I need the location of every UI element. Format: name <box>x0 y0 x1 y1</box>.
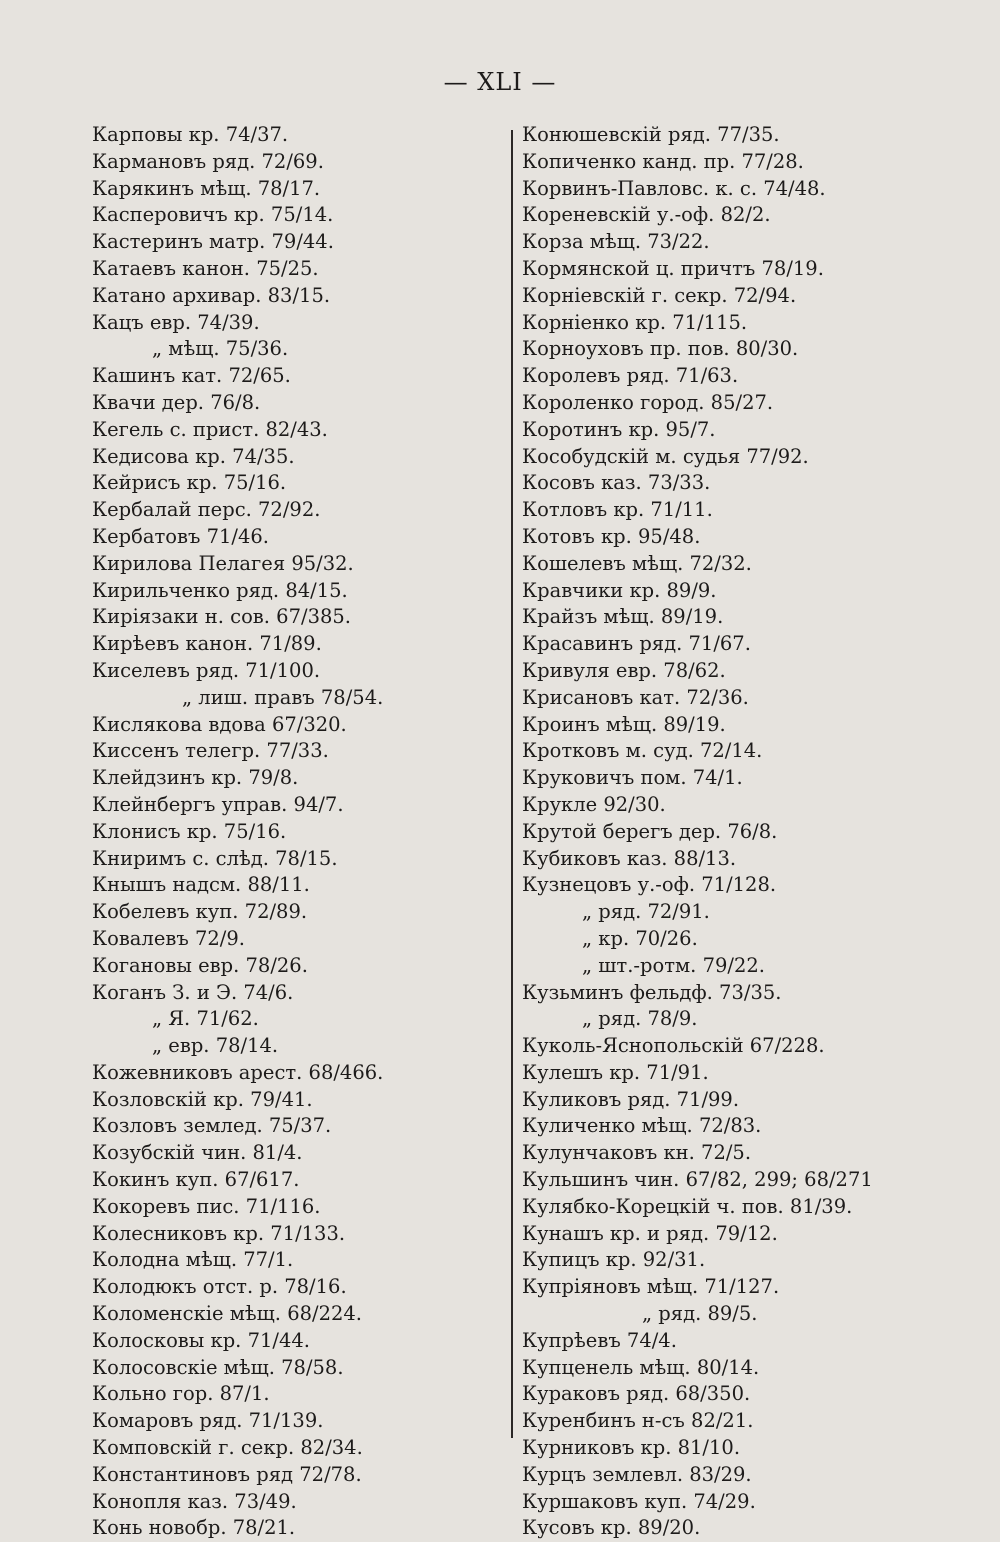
index-entry: Кулунчаковъ кн. 72/5. <box>522 1141 752 1165</box>
index-entry: Куршаковъ куп. 74/29. <box>522 1489 756 1513</box>
index-entry: „ Я. 71/62. <box>152 1007 259 1031</box>
index-entry: Королевъ ряд. 71/63. <box>522 364 739 388</box>
index-entry: Кураковъ ряд. 68/350. <box>522 1382 751 1406</box>
index-column-right <box>522 122 873 1542</box>
index-entry: Корвинъ-Павловс. к. с. 74/48. <box>522 176 826 200</box>
index-entry: Когановы евр. 78/26. <box>92 953 308 977</box>
index-entry: Кожевниковъ арест. 68/466. <box>92 1060 384 1084</box>
index-entry: Киріязаки н. сов. 67/385. <box>92 605 351 629</box>
index-entry: Комповскій г. секр. 82/34. <box>92 1436 363 1460</box>
index-entry: Кулешъ кр. 71/91. <box>522 1060 709 1084</box>
index-entry: Кузьминъ фельдф. 73/35. <box>522 980 782 1004</box>
index-entry: Кубиковъ каз. 88/13. <box>522 846 737 870</box>
index-entry: Кармановъ ряд. 72/69. <box>92 149 324 173</box>
index-entry: Купріяновъ мѣщ. 71/127. <box>522 1275 780 1299</box>
index-entry: Клонисъ кр. 75/16. <box>92 819 287 843</box>
index-entry: Ковалевъ 72/9. <box>92 926 245 950</box>
index-entry: Колесниковъ кр. 71/133. <box>92 1221 346 1245</box>
index-entry: Курниковъ кр. 81/10. <box>522 1436 741 1460</box>
index-entry: Кошелевъ мѣщ. 72/32. <box>522 551 752 575</box>
index-entry: Конопля каз. 73/49. <box>92 1489 297 1513</box>
column-divider <box>511 130 513 1438</box>
index-entry: Конь новобр. 78/21. <box>92 1516 296 1540</box>
index-entry: „ ряд. 78/9. <box>582 1007 698 1031</box>
index-entry: Кирѣевъ канон. 71/89. <box>92 632 322 656</box>
index-entry: Кольно гор. 87/1. <box>92 1382 270 1406</box>
index-entry: Кормянской ц. причтъ 78/19. <box>522 256 824 280</box>
index-entry: „ шт.-ротм. 79/22. <box>582 953 765 977</box>
index-entry: Кобелевъ куп. 72/89. <box>92 900 308 924</box>
index-entry: Книримъ с. слѣд. 78/15. <box>92 846 338 870</box>
index-entry: Копиченко канд. пр. 77/28. <box>522 149 804 173</box>
index-entry: Кедисова кр. 74/35. <box>92 444 295 468</box>
index-entry: Курцъ землевл. 83/29. <box>522 1462 752 1486</box>
index-entry: „ мѣщ. 75/36. <box>152 337 289 361</box>
index-entry: Кусовъ кр. 89/20. <box>522 1516 701 1540</box>
index-entry: Кротковъ м. суд. 72/14. <box>522 739 763 763</box>
index-entry: Кейрисъ кр. 75/16. <box>92 471 287 495</box>
index-entry: Короленко город. 85/27. <box>522 390 774 414</box>
index-entry: „ евр. 78/14. <box>152 1034 279 1058</box>
index-entry: Крукле 92/30. <box>522 792 666 816</box>
index-entry: Клейдзинъ кр. 79/8. <box>92 766 299 790</box>
index-entry: Купрѣевъ 74/4. <box>522 1328 677 1352</box>
index-entry: Купицъ кр. 92/31. <box>522 1248 706 1272</box>
index-entry: „ ряд. 72/91. <box>582 900 710 924</box>
index-entry: Квачи дер. 76/8. <box>92 390 261 414</box>
index-entry: Купценель мѣщ. 80/14. <box>522 1355 760 1379</box>
index-entry: Кулябко-Корецкій ч. пов. 81/39. <box>522 1194 853 1218</box>
index-entry: Кокоревъ пис. 71/116. <box>92 1194 321 1218</box>
index-entry: Касперовичъ кр. 75/14. <box>92 203 334 227</box>
index-entry: Кербатовъ 71/46. <box>92 524 269 548</box>
index-entry: Кравчики кр. 89/9. <box>522 578 717 602</box>
index-entry: Колосковы кр. 71/44. <box>92 1328 310 1352</box>
index-entry: Киселевъ ряд. 71/100. <box>92 658 321 682</box>
index-entry: Катано архивар. 83/15. <box>92 283 331 307</box>
index-entry: Коганъ З. и Э. 74/6. <box>92 980 294 1004</box>
index-entry: Корніевскій г. секр. 72/94. <box>522 283 797 307</box>
index-entry: „ кр. 70/26. <box>582 926 698 950</box>
index-entry: Крутой берегъ дер. 76/8. <box>522 819 778 843</box>
index-entry: Кокинъ куп. 67/617. <box>92 1168 300 1192</box>
index-entry: Круковичъ пом. 74/1. <box>522 766 743 790</box>
index-entry: Котловъ кр. 71/11. <box>522 498 713 522</box>
index-entry: Кирилова Пелагея 95/32. <box>92 551 354 575</box>
index-column-left <box>92 122 383 1542</box>
index-entry: Коротинъ кр. 95/7. <box>522 417 716 441</box>
index-entry: Киссенъ телегр. 77/33. <box>92 739 329 763</box>
index-entry: Куличенко мѣщ. 72/83. <box>522 1114 762 1138</box>
index-entry: Кульшинъ чин. 67/82, 299; 68/271 <box>522 1168 873 1192</box>
index-entry: Козубскій чин. 81/4. <box>92 1141 303 1165</box>
index-entry: Кособудскій м. судья 77/92. <box>522 444 809 468</box>
index-entry: Куликовъ ряд. 71/99. <box>522 1087 740 1111</box>
index-entry: Кнышъ надсм. 88/11. <box>92 873 310 897</box>
index-entry: Куколь-Яснопольскій 67/228. <box>522 1034 825 1058</box>
index-entry: Кастеринъ матр. 79/44. <box>92 230 334 254</box>
index-entry: Комаровъ ряд. 71/139. <box>92 1409 324 1433</box>
index-entry: Крисановъ кат. 72/36. <box>522 685 749 709</box>
index-entry: Козловскій кр. 79/41. <box>92 1087 313 1111</box>
index-entry: Кербалай перс. 72/92. <box>92 498 321 522</box>
index-entry: Крайзъ мѣщ. 89/19. <box>522 605 724 629</box>
index-entry: Корніенко кр. 71/115. <box>522 310 748 334</box>
index-entry: Кривуля евр. 78/62. <box>522 658 726 682</box>
index-entry: Колодна мѣщ. 77/1. <box>92 1248 294 1272</box>
index-entry: Кунашъ кр. и ряд. 79/12. <box>522 1221 778 1245</box>
index-entry: Красавинъ ряд. 71/67. <box>522 632 751 656</box>
index-entry: Клейнбергъ управ. 94/7. <box>92 792 344 816</box>
index-entry: Константиновъ ряд 72/78. <box>92 1462 362 1486</box>
index-entry: „ ряд. 89/5. <box>642 1302 758 1326</box>
index-entry: Колосовскіе мѣщ. 78/58. <box>92 1355 344 1379</box>
index-entry: Кузнецовъ у.-оф. 71/128. <box>522 873 777 897</box>
index-entry: Кислякова вдова 67/320. <box>92 712 347 736</box>
index-entry: Кореневскій у.-оф. 82/2. <box>522 203 771 227</box>
index-entry: Кашинъ кат. 72/65. <box>92 364 291 388</box>
index-entry: Коломенскіе мѣщ. 68/224. <box>92 1302 363 1326</box>
index-entry: Колодюкъ отст. р. 78/16. <box>92 1275 347 1299</box>
index-entry: Козловъ землед. 75/37. <box>92 1114 332 1138</box>
index-entry: Кирильченко ряд. 84/15. <box>92 578 348 602</box>
index-entry: Котовъ кр. 95/48. <box>522 524 701 548</box>
index-entry: Конюшевскій ряд. 77/35. <box>522 123 780 146</box>
index-entry: Кроинъ мѣщ. 89/19. <box>522 712 726 736</box>
index-entry: Кегель с. прист. 82/43. <box>92 417 328 441</box>
index-entry: Кацъ евр. 74/39. <box>92 310 260 334</box>
index-entry: Катаевъ канон. 75/25. <box>92 256 319 280</box>
index-entry: „ лиш. правъ 78/54. <box>182 685 384 709</box>
index-entry: Косовъ каз. 73/33. <box>522 471 711 495</box>
index-entry: Карповы кр. 74/37. <box>92 123 289 146</box>
index-entry: Корза мѣщ. 73/22. <box>522 230 710 254</box>
index-entry: Куренбинъ н-съ 82/21. <box>522 1409 754 1433</box>
page-number: — XLI — <box>443 68 557 96</box>
index-entry: Карякинъ мѣщ. 78/17. <box>92 176 321 200</box>
index-entry: Корноуховъ пр. пов. 80/30. <box>522 337 799 361</box>
